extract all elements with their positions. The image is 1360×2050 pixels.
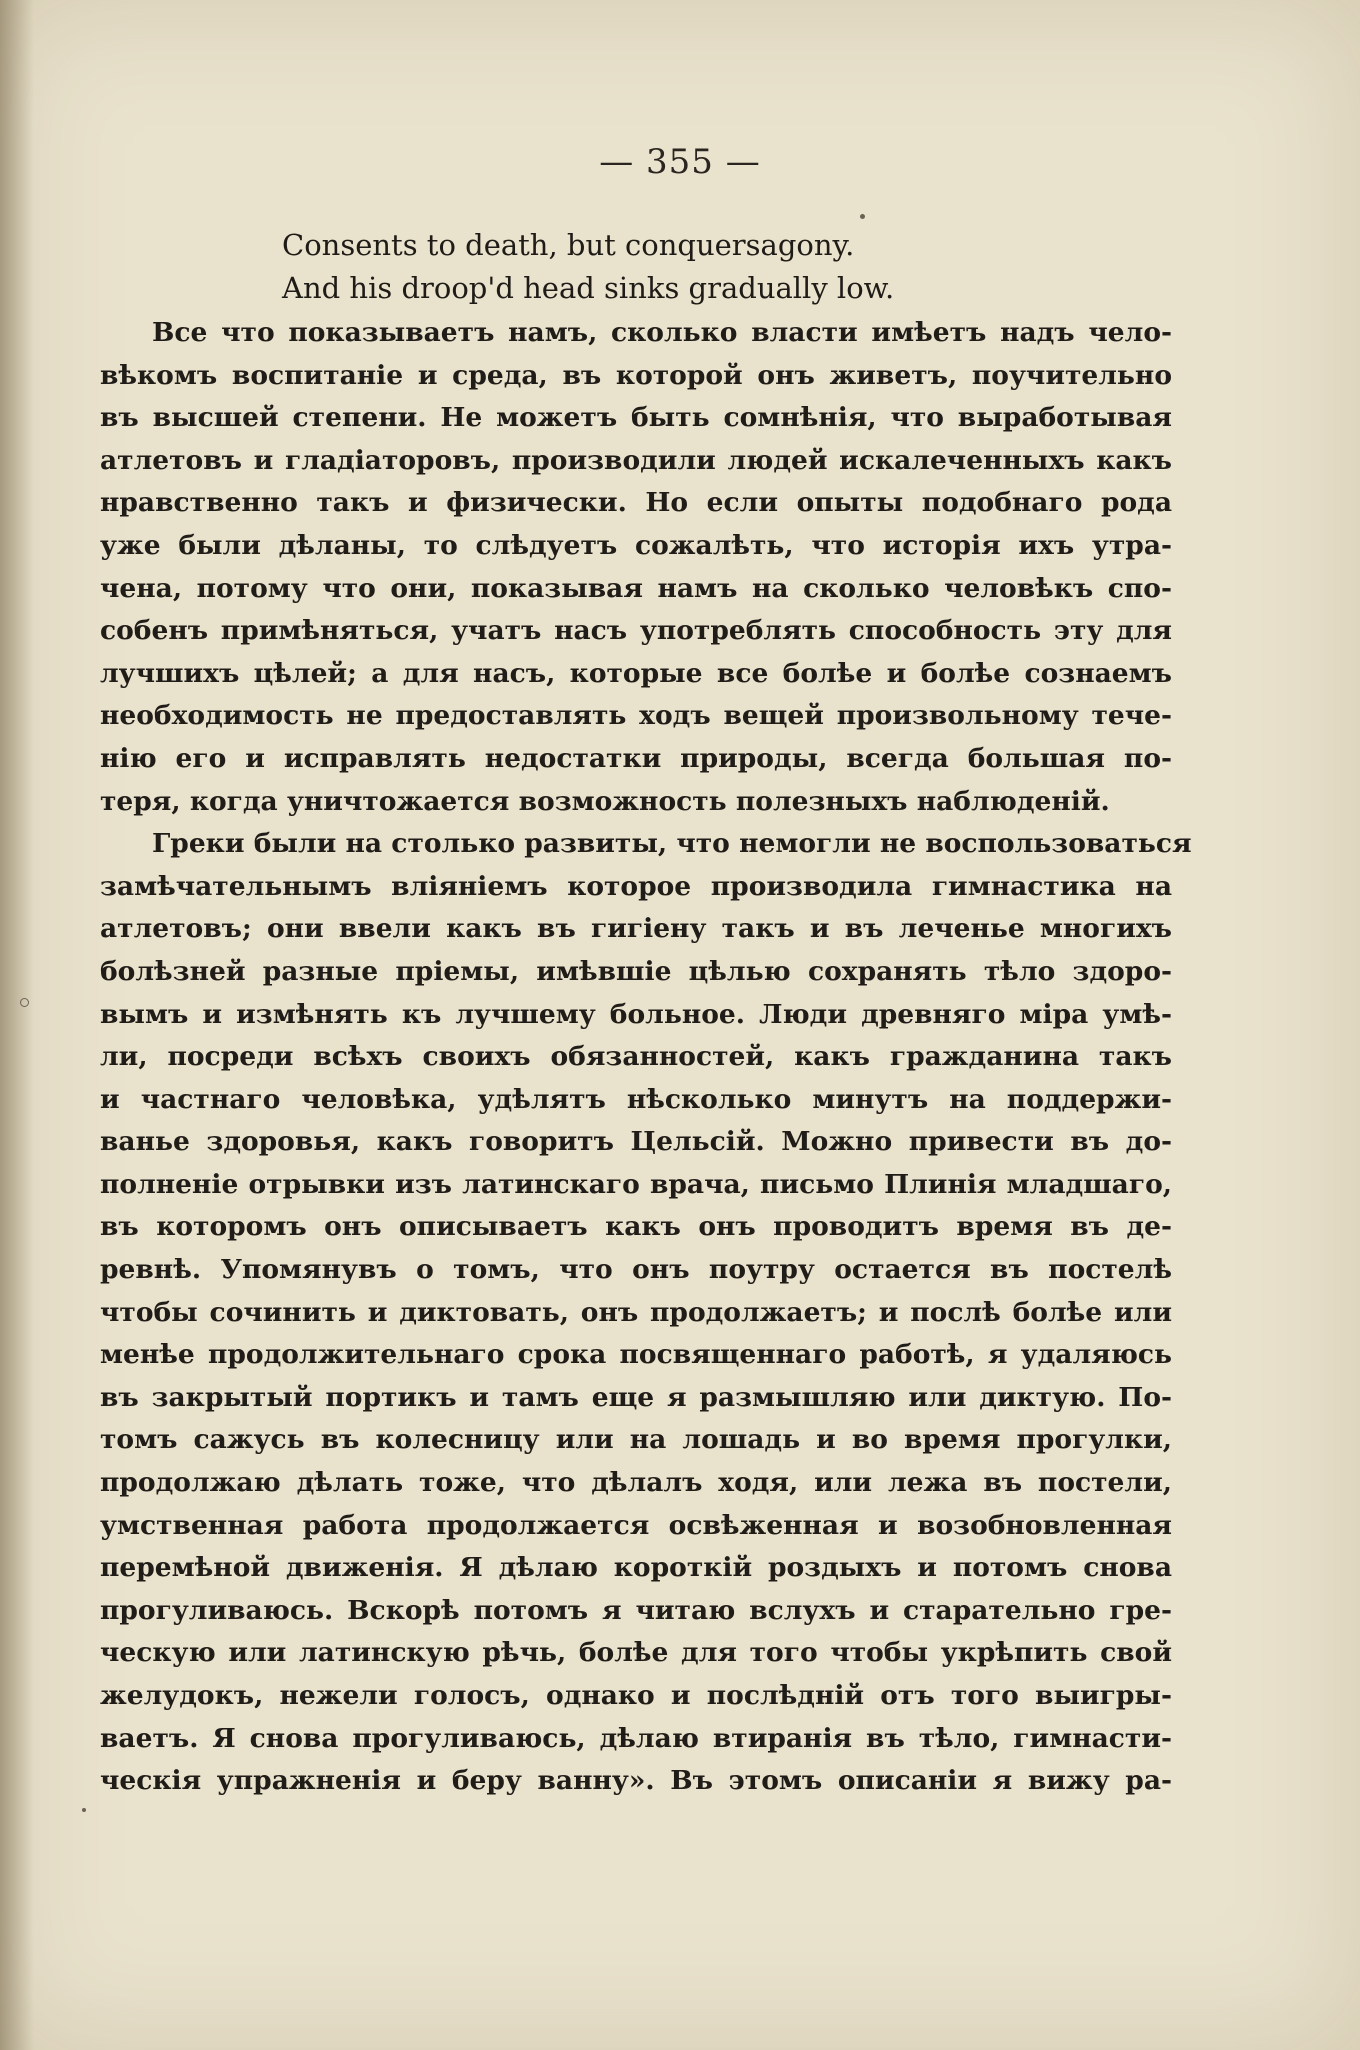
text-line: вѣкомъ воспитаніе и среда, въ которой онъ живетъ, поучительно: [100, 359, 1172, 391]
text-line: ревнѣ. Упомянувъ о томъ, что онъ поутру остается въ постелѣ: [100, 1254, 1172, 1286]
text-line: въ закрытый портикъ и тамъ еще я размышляю или диктую. По-: [100, 1381, 1172, 1413]
page-number: — 355 —: [599, 142, 761, 182]
text-line: перемѣной движенія. Я дѣлаю короткій роздыхъ и потомъ снова: [100, 1552, 1172, 1584]
text-line: чтобы сочинить и диктовать, онъ продолжаетъ; и послѣ болѣе или: [100, 1296, 1172, 1328]
text-line: Все что показываетъ намъ, сколько власти имѣетъ надъ чело-: [152, 317, 1172, 348]
text-line: прогуливаюсь. Вскорѣ потомъ я читаю вслухъ и старательно гре-: [100, 1594, 1172, 1626]
text-line: Греки были на столько развиты, что немогли не воспользоваться: [152, 828, 1192, 860]
text-line: теря, когда уничтожается возможность полезныхъ наблюденій.: [100, 785, 1110, 817]
paper-speck: [860, 214, 865, 219]
text-line: чена, потому что они, показывая намъ на сколько человѣкъ спо-: [100, 572, 1172, 604]
text-line: атлетовъ и гладіаторовъ, производили людей искалеченныхъ какъ: [100, 444, 1172, 476]
text-line: собенъ примѣняться, учатъ насъ употреблять способность эту для: [100, 615, 1172, 647]
body-text: [100, 312, 1192, 1803]
text-line: ваетъ. Я снова прогуливаюсь, дѣлаю втиранія въ тѣло, гимнасти-: [100, 1722, 1172, 1754]
paper-speck: [20, 998, 29, 1007]
text-line: вымъ и измѣнять къ лучшему больное. Люди древняго міра умѣ-: [100, 998, 1172, 1030]
text-line: нію его и исправлять недостатки природы, всегда большая по-: [100, 742, 1172, 774]
text-line: лучшихъ цѣлей; а для насъ, которые все болѣе и болѣе сознаемъ: [100, 657, 1172, 689]
text-line: и частнаго человѣка, удѣлятъ нѣсколько минутъ на поддержи-: [100, 1083, 1172, 1115]
verse-line-2: And his droop'd head sinks gradually low.: [282, 271, 895, 305]
text-line: ческія упражненія и беру ванну». Въ этомъ описаніи я вижу ра-: [100, 1765, 1172, 1797]
text-line: ли, посреди всѣхъ своихъ обязанностей, какъ гражданина такъ: [100, 1041, 1172, 1073]
text-line: желудокъ, нежели голосъ, однако и послѣдній отъ того выигры-: [100, 1680, 1172, 1711]
paragraph-2: [100, 823, 1192, 1803]
text-line: атлетовъ; они ввели какъ въ гигіену такъ и въ леченье многихъ: [100, 913, 1172, 945]
text-line: полненіе отрывки изъ латинскаго врача, письмо Плинія младшаго,: [100, 1168, 1172, 1200]
text-line: нравственно такъ и физически. Но если опыты подобнаго рода: [100, 487, 1172, 519]
text-line: менѣе продолжительнаго срока посвященнаго работѣ, я удаляюсь: [100, 1339, 1172, 1371]
text-line: болѣзней разные пріемы, имѣвшіе цѣлью сохранять тѣло здоро-: [100, 955, 1172, 987]
paragraph-1: [100, 312, 1172, 823]
text-line: уже были дѣланы, то слѣдуетъ сожалѣть, что исторія ихъ утра-: [100, 529, 1172, 561]
text-line: въ высшей степени. Не можетъ быть сомнѣнія, что выработывая: [100, 402, 1172, 434]
text-line: продолжаю дѣлать тоже, что дѣлалъ ходя, или лежа въ постели,: [100, 1467, 1172, 1499]
text-line: замѣчательнымъ вліяніемъ которое производила гимнастика на: [100, 870, 1172, 902]
text-line: ческую или латинскую рѣчь, болѣе для того чтобы укрѣпить свой: [100, 1637, 1172, 1669]
text-line: томъ сажусь въ колесницу или на лошадь и во время прогулки,: [100, 1424, 1172, 1456]
binding-shadow: [0, 0, 34, 2050]
paper-speck: [82, 1808, 86, 1812]
text-line: необходимость не предоставлять ходъ вещей произвольному тече-: [100, 700, 1172, 732]
text-line: умственная работа продолжается освѣженная и возобновленная: [100, 1509, 1172, 1541]
text-line: ванье здоровья, какъ говоритъ Цельсій. Можно привести въ до-: [100, 1126, 1172, 1158]
text-line: въ которомъ онъ описываетъ какъ онъ проводитъ время въ де-: [100, 1211, 1172, 1243]
verse-line-1: Consents to death, but conquersagony.: [282, 228, 855, 262]
